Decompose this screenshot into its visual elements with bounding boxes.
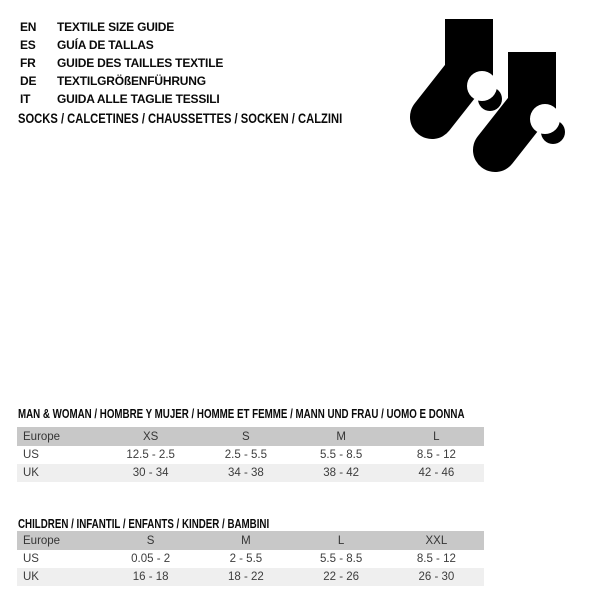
row-region-label: US (23, 449, 39, 461)
column-header-size: XXL (425, 534, 448, 547)
children-table-header-row (17, 531, 484, 550)
size-value: 5.5 - 8.5 (320, 553, 363, 565)
column-header-size: S (242, 430, 250, 443)
adults-size-table (17, 427, 484, 482)
column-header-size: L (433, 430, 440, 443)
language-code: FR (20, 56, 36, 70)
language-label: GUÍA DE TALLAS (57, 38, 154, 52)
children-size-table (17, 531, 484, 586)
row-region-label: US (23, 553, 39, 565)
size-value: 2 - 5.5 (229, 553, 263, 565)
socks-icon (400, 0, 580, 185)
size-value: 26 - 30 (418, 571, 455, 583)
column-header-size: XS (142, 430, 159, 443)
language-code: DE (20, 74, 37, 88)
column-header-region: Europe (23, 430, 61, 443)
size-value: 16 - 18 (132, 571, 169, 583)
language-code: EN (20, 20, 37, 34)
sock-shape-right (495, 52, 565, 150)
size-value: 0.05 - 2 (131, 553, 171, 565)
language-code: IT (20, 92, 31, 106)
size-value: 30 - 34 (132, 467, 169, 479)
children-table-row-uk (17, 568, 484, 586)
language-label: TEXTILGRÖßENFÜHRUNG (57, 74, 206, 88)
language-row-es (20, 36, 223, 54)
adults-table-row-us (17, 446, 484, 464)
language-label: GUIDE DES TAILLES TEXTILE (57, 56, 224, 70)
column-header-region: Europe (23, 534, 61, 547)
size-value: 12.5 - 2.5 (126, 449, 175, 461)
sock-shape-left (432, 19, 502, 117)
size-value: 22 - 26 (323, 571, 360, 583)
language-row-de (20, 72, 223, 90)
language-label: GUIDA ALLE TAGLIE TESSILI (57, 92, 220, 106)
language-label: TEXTILE SIZE GUIDE (57, 20, 175, 34)
size-value: 42 - 46 (418, 467, 455, 479)
column-header-size: M (336, 430, 346, 443)
adults-table-header-row (17, 427, 484, 446)
size-value: 18 - 22 (227, 571, 264, 583)
size-value: 34 - 38 (227, 467, 264, 479)
language-code: ES (20, 38, 36, 52)
language-row-fr (20, 54, 223, 72)
row-region-label: UK (23, 571, 39, 583)
size-value: 5.5 - 8.5 (320, 449, 363, 461)
row-region-label: UK (23, 467, 39, 479)
language-row-en (20, 18, 223, 36)
size-value: 8.5 - 12 (416, 553, 456, 565)
adults-table-row-uk (17, 464, 484, 482)
column-header-size: S (146, 534, 155, 547)
language-row-it (20, 90, 223, 108)
adults-table-title: MAN & WOMAN / HOMBRE Y MUJER / HOMME ET FEMME / MANN UND FRAU / UOMO E DONNA (18, 406, 465, 421)
column-header-size: L (337, 534, 345, 547)
size-value: 38 - 42 (323, 467, 360, 479)
language-list (20, 18, 223, 108)
column-header-size: M (241, 534, 251, 547)
children-table-row-us (17, 550, 484, 568)
size-value: 8.5 - 12 (416, 449, 456, 461)
size-value: 2.5 - 5.5 (224, 449, 267, 461)
category-title: SOCKS / CALCETINES / CHAUSSETTES / SOCKEN / CALZINI (18, 110, 343, 126)
children-table-title: CHILDREN / INFANTIL / ENFANTS / KINDER / BAMBINI (18, 516, 270, 531)
